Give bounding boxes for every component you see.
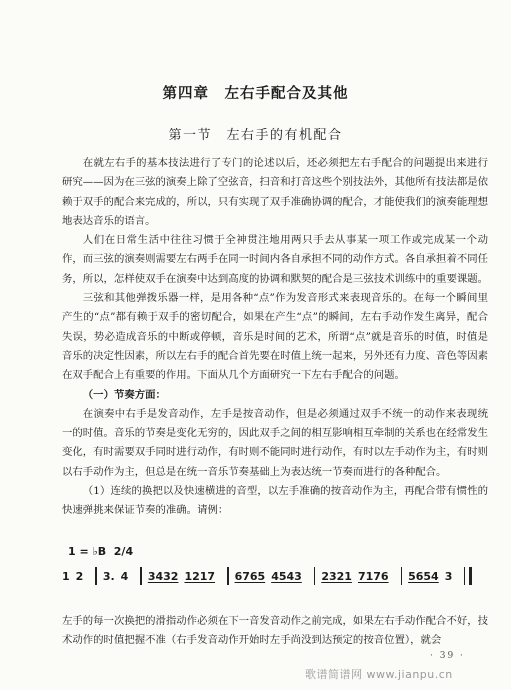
paragraph: 三弦和其他弹拨乐器一样，是用各种“点”作为发音形式来表现音乐的。在每一个瞬间里产生的“点”都有赖于双手的密切配合，如果在产生“点”的瞬间，左右手动作发生离异，配合失误，势必造成音乐的中断或停顿，音乐是时间的艺术，所谓“点”就是音乐的时值，时值是音乐的决定性因素，所以左右手的配合首先要在时值上统一起来，另外还有力度、音色等因素在双手配合上有重要的作用。下面从几个方面研究一下左右手配合的问题。 [62,292,489,382]
key-signature [68,545,133,558]
music-note-group: 2321 [321,569,352,583]
music-note-group: 1217 [184,569,216,583]
music-note: 3 [444,569,453,583]
key-signature-text: 1 = ♭B [68,545,107,558]
subheading-rhythm: （一）节奏方面： [82,388,166,401]
music-note-group: 5654 [408,569,439,583]
chapter-title: 第四章 左右手配合及其他 [162,86,349,102]
music-note: 1 [62,569,70,583]
music-note: 4 [120,569,129,583]
final-bar-line [464,567,472,585]
music-note-group: 4543 [271,569,302,583]
bar-line [314,567,316,585]
paragraph: 在演奏中右手是发音动作，左手是按音动作，但是必须通过双手不统一的动作来表现统一的时值。音乐的节奏是变化无穷的，因此双手之间的相互影响相互牵制的关系也在经常发生变化，有时需要双手同时进行动作，有时则不能同时进行动作，有时以左手动作为主，有时则以右手动作为主，但总是在统一音乐节奏基础上为表达统一节奏而进行的各种配合。 [62,407,489,478]
page-number: · 39 · [430,651,465,661]
watermark: 歌谱简谱网 www.jianpu.cn [305,668,453,681]
paragraph: 在就左右手的基本技法进行了专门的论述以后，还必须把左右手配合的问题提出来进行研究——因为在三弦的演奏上除了空弦音，扫音和打音这些个别技法外，其他所有技法都是依赖于双手的配合来完成的，所以，只有实现了双手准确协调的配合，才能使我们的演奏能理想地表达音乐的语言。 [62,157,489,227]
time-signature: 2/4 [113,545,134,558]
body-text [62,154,488,521]
music-note: 3. [102,569,115,583]
music-note-group: 7176 [357,569,389,583]
music-note: 2 [75,569,84,583]
bar-line [140,567,142,585]
bar-line [401,567,403,585]
music-example [62,545,488,603]
bar-line [227,567,229,585]
notation-staff [62,565,488,587]
music-note-group: 3432 [147,569,179,583]
paragraph: 人们在日常生活中往往习惯于全神贯注地用两只手去从事某一项工作或完成某一个动作，而三弦的演奏则需要左右两手在同一时间内各自承担不同的动作方式。各自承担着不同任务，所以，怎样使双手在演奏中达到高度的协调和默契的配合是三弦技术训练中的重要课题。 [62,234,489,285]
bar-line [95,567,97,585]
paragraph: （1）连续的换把以及快速横进的音型，以左手准确的按音动作为主，再配合带有惯性的快速弹挑来保证节奏的准确。请例： [62,485,488,517]
section-title: 第一节 左右手的有机配合 [168,128,343,143]
closing-paragraph: 左手的每一次换把的滑指动作必须在下一音发音动作之前完成，如果左右手动作配合不好，技术动作的时值把握不准（右手发音动作开始时左手尚没到达预定的按音位置），就会 [62,615,489,647]
music-note-group: 6765 [234,569,266,583]
